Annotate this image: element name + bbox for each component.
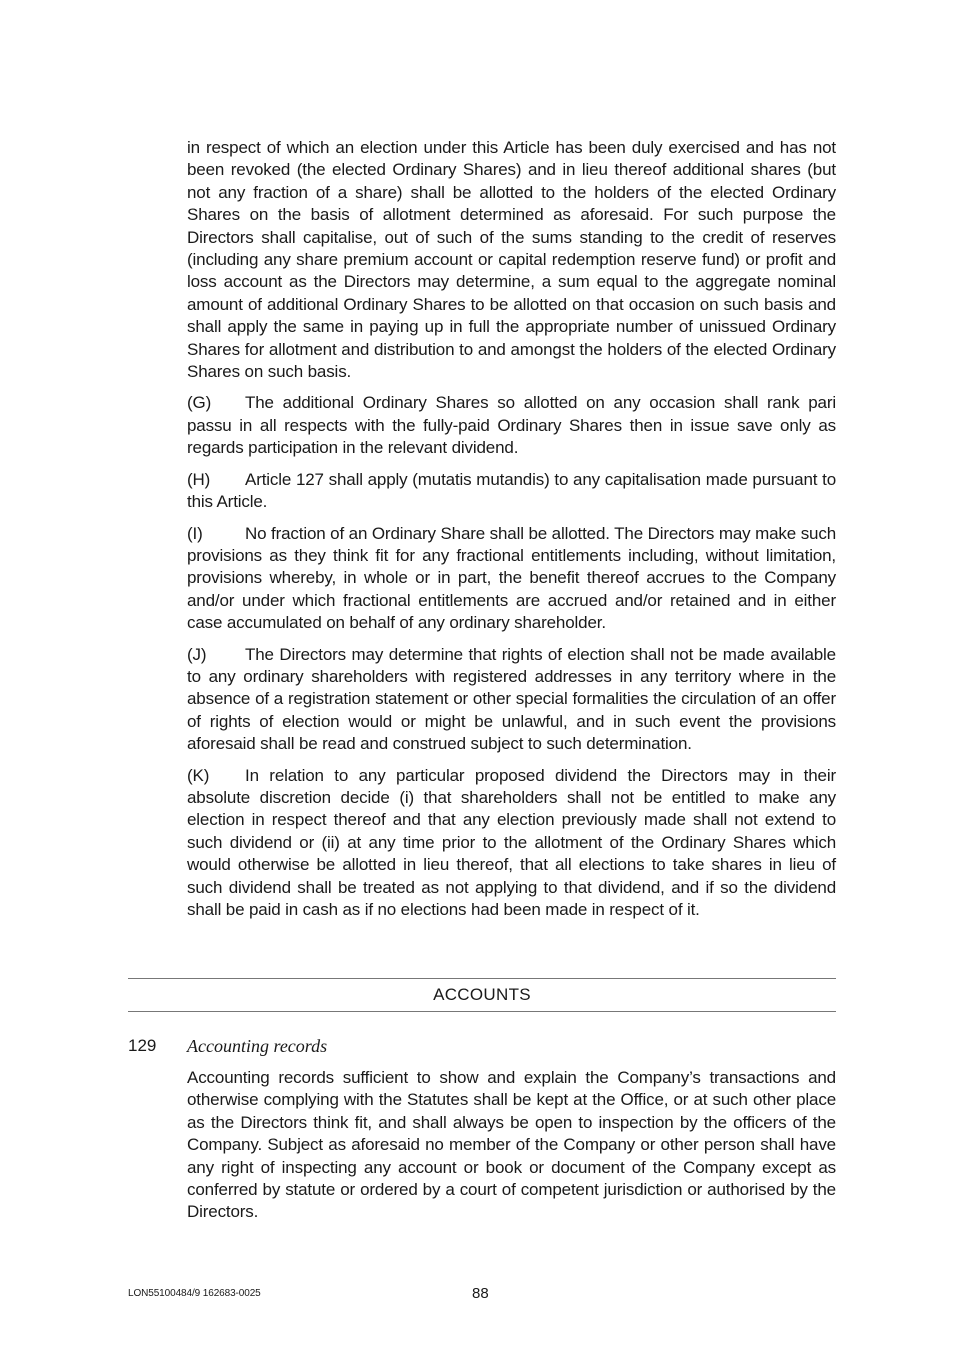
paragraph-text: In relation to any particular proposed dividend the Directors may in their absolute discretion decide (i) that shareholders shall not be entitled to make any election in respect thereof and that any election previously made shall not extend to such dividend or (ii) at any time prior to the allotment of the Ordinary Shares which would otherwise be allotted in lieu thereof, that all elections to take shares in lieu of such dividend shall be treated as not applying to that dividend, and if so the dividend shall be paid in cash as if no elections had been made in respect of it. xyxy=(187,765,836,919)
section-header-accounts: ACCOUNTS xyxy=(128,978,836,1012)
article-body: Accounting records sufficient to show and explain the Company’s transactions and otherwise complying with the Statutes shall be kept at the Office, or at such other place as the Directors think fit, and shall always be open to inspection by the officers of the Company. Subject as aforesaid no member of the Company or other person shall have any right of inspecting any account or book or document of the Company except as conferred by statute or ordered by a court of competent jurisdiction or authorised by the Directors. xyxy=(187,1068,836,1222)
paragraph-label: (G) xyxy=(187,393,212,413)
paragraph-text: The Directors may determine that rights of election shall not be made available to any ordinary shareholders with registered addresses in any territory where in the absence of a registration statement or other special formalities the circulation of an offer of rights of election would or might be unlawful, and in such event the provisions aforesaid shall be read and construed subject to such determination. xyxy=(187,644,836,754)
paragraph-label: (H) xyxy=(187,469,211,489)
paragraph-h xyxy=(187,469,836,514)
paragraph-text: Article 127 shall apply (mutatis mutandis) to any capitalisation made pursuant to this Article. xyxy=(187,469,836,512)
paragraph-j xyxy=(187,644,836,756)
paragraph-text: in respect of which an election under this Article has been duly exercised and has not been revoked (the elected Ordinary Shares) and in lieu thereof additional shares (but not any fraction of a share) shall be allotted to the holders of the elected Ordinary Shares on the basis of allotment determined as aforesaid. For such purpose the Directors shall capitalise, out of such of the sums standing to the credit of reserves (including any share premium account or capital redemption reserve fund) or profit and loss account as the Directors may determine, a sum equal to the aggregate nominal amount of additional Ordinary Shares to be allotted on that occasion on such basis and shall apply the same in paying up in full the appropriate number of unissued Ordinary Shares for allotment and distribution to and amongst the holders of the elected Ordinary Shares on such basis. xyxy=(187,138,836,382)
paragraph-i xyxy=(187,523,836,635)
paragraph-label: (J) xyxy=(187,644,207,664)
document-reference: LON55100484/9 162683-0025 xyxy=(128,1288,261,1299)
paragraph-k xyxy=(187,765,836,922)
paragraph-text: The additional Ordinary Shares so allotted on any occasion shall rank pari passu in all respects with the fully-paid Ordinary Shares then in issue save only as regards participation in the relevant dividend. xyxy=(187,393,836,458)
paragraph-label: (I) xyxy=(187,523,203,543)
paragraph-continuation xyxy=(187,137,836,383)
page-number: 88 xyxy=(472,1285,489,1302)
paragraph-label: (K) xyxy=(187,765,210,785)
dividend-provisions xyxy=(187,137,836,930)
paragraph-text: No fraction of an Ordinary Share shall be allotted. The Directors may make such provisions as they think fit for any fractional entitlements including, without limitation, provisions whereby, in whole or in part, the benefit thereof accrues to the Company and/or under which fractional entitlements are accrued and/or retained and in either case accumulated on behalf of any ordinary shareholder. xyxy=(187,523,836,633)
article-title: Accounting records xyxy=(187,1036,328,1056)
article-number: 129 xyxy=(128,1036,157,1055)
paragraph-g xyxy=(187,392,836,459)
